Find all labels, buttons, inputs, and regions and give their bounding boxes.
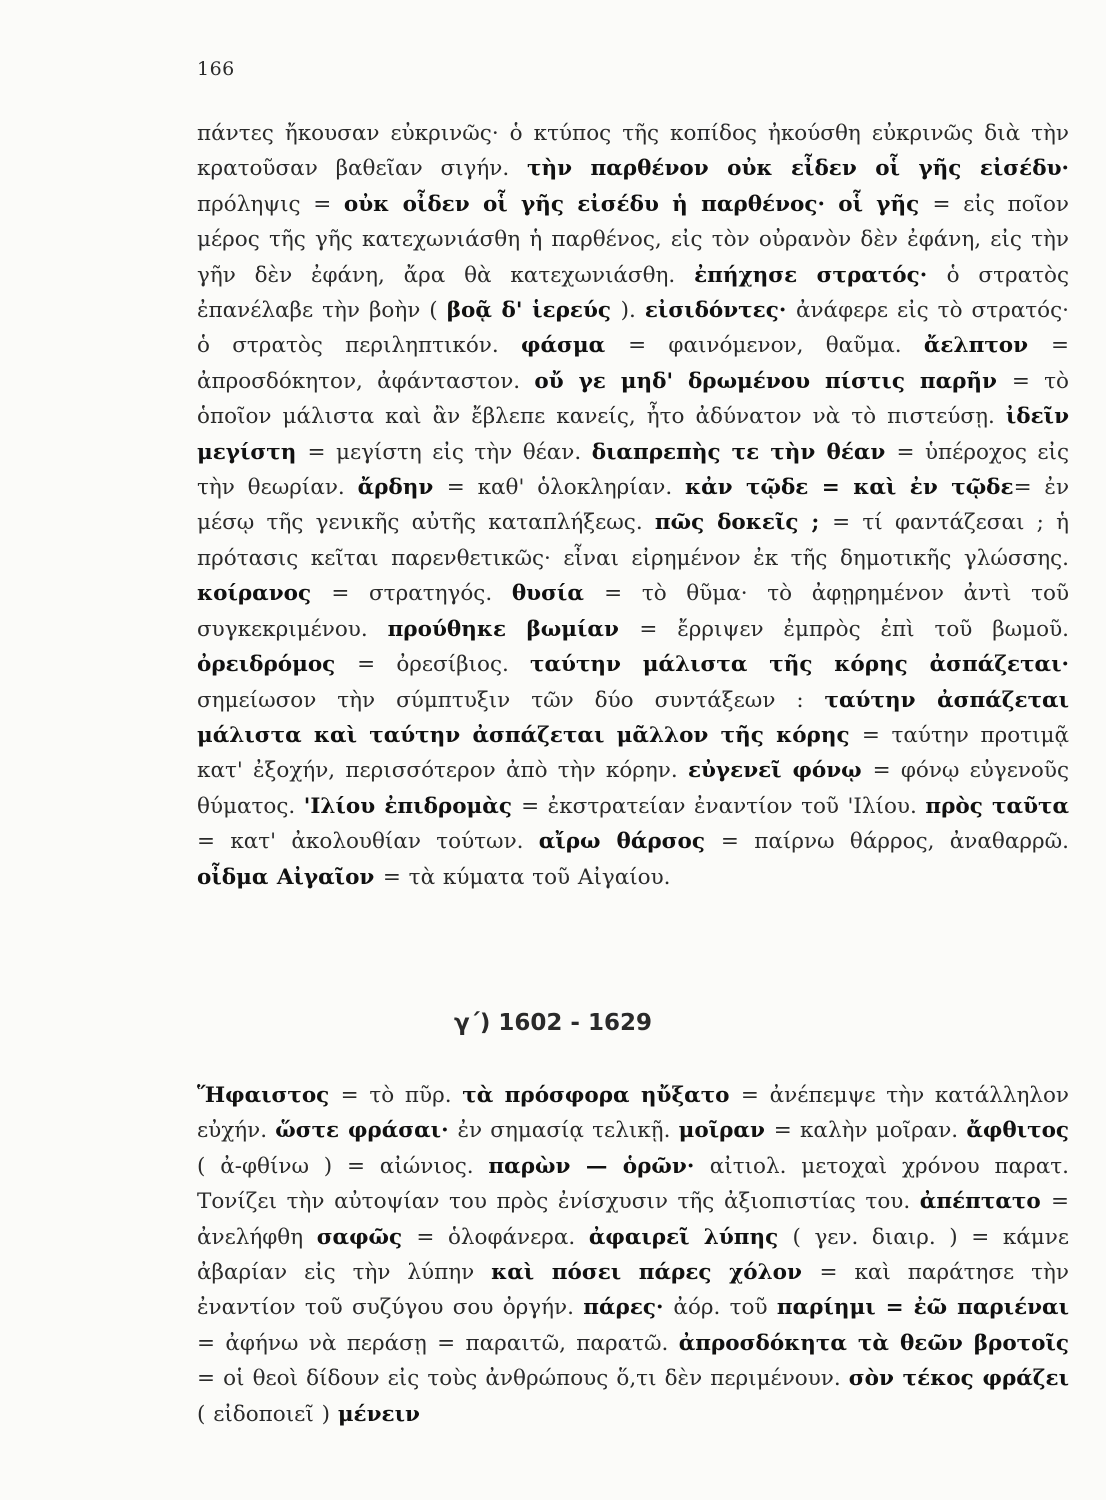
lemma-term: 'Ιλίου ἐπιδρομὰς bbox=[303, 793, 522, 819]
gloss-text: = ὀρεσίβιος. bbox=[357, 652, 531, 678]
gloss-text: = ὁλοφάνερα. bbox=[416, 1224, 589, 1250]
gloss-text: = φαινόμενον, θαῦμα. bbox=[628, 333, 924, 359]
gloss-text: = στρατηγός. bbox=[331, 581, 512, 607]
gloss-text: ( εἰδοποιεῖ ) bbox=[197, 1401, 338, 1427]
lemma-term: Ἥφαιστος bbox=[197, 1083, 341, 1108]
section-heading: γ΄) 1602 - 1629 bbox=[454, 1010, 652, 1036]
lemma-term: παρίημι = ἐῶ παριέναι bbox=[776, 1295, 1069, 1321]
gloss-text: = παίρνω θάρρος, ἀναθαρρῶ. bbox=[720, 829, 1069, 855]
lemma-term: φάσμα bbox=[521, 333, 629, 359]
gloss-text: = οἱ θεοὶ δίδουν εἰς τοὺς ἀνθρώπους ὅ,τι δὲν περιμένουν. bbox=[197, 1366, 849, 1392]
lemma-term: κἀν τῷδε = καὶ ἐν τῷδε bbox=[684, 475, 1014, 501]
gloss-text: ἐν σημασίᾳ τελικῇ. bbox=[457, 1118, 679, 1144]
gloss-text: = ἀνέπεμψε τὴν κατάλληλον εὐχήν. bbox=[197, 1083, 1069, 1144]
gloss-text: ἀόρ. τοῦ bbox=[673, 1295, 777, 1321]
lemma-term: ταύτην μάλιστα τῆς κόρης ἀσπάζεται· bbox=[530, 652, 1069, 678]
gloss-text: = ἀφήνω νὰ περάσῃ = παραιτῶ, παρατῶ. bbox=[197, 1330, 679, 1356]
gloss-text: = ἐν μέσῳ τῆς γενικῆς αὐτῆς καταπλήξεως. bbox=[197, 475, 1070, 536]
gloss-text: = μεγίστη εἰς τὴν θέαν. bbox=[307, 439, 592, 465]
gloss-text: = ταύτην προτιμᾷ κατ' ἐξοχήν, περισσότερον ἀπὸ τὴν κόρην. bbox=[197, 722, 1069, 784]
gloss-text: = εἰς ποῖον μέρος τῆς γῆς κατεχωνιάσθη ἡ παρθένος, εἰς τὸν οὐρανὸν δὲν ἐφάνη, εἰς τὴν γῆν δὲν ἐφάνη, ἄρα θὰ κατεχωνιάσθη. bbox=[197, 191, 1069, 288]
lemma-term: βοᾷ δ' ἱερεύς bbox=[446, 298, 621, 324]
gloss-text: = ὑπέροχος εἰς τὴν θεωρίαν. bbox=[197, 439, 1069, 501]
lemma-term: ταύτην ἀσπάζεται μάλιστα καὶ ταύτην ἀσπάζεται μᾶλλον τῆς κόρης bbox=[197, 687, 1069, 748]
lemma-term: πάρες· bbox=[583, 1295, 674, 1321]
gloss-text: πρόληψις = bbox=[197, 191, 344, 217]
gloss-text: = τὸ θῦμα· τὸ ἀφῃρημένον ἀντὶ τοῦ συγκεκριμένου. bbox=[197, 581, 1070, 642]
lemma-term: εἰσιδόντες· bbox=[644, 298, 796, 324]
lemma-term: οἶδμα Αἰγαῖον bbox=[197, 864, 383, 890]
gloss-text: = ἀνελήφθη bbox=[197, 1189, 1069, 1250]
gloss-text: = καθ' ὁλοκληρίαν. bbox=[446, 475, 685, 501]
lemma-term: ἀπροσδόκητα τὰ θεῶν βροτοῖς bbox=[678, 1330, 1069, 1356]
lemma-term: παρὼν — ὁρῶν· bbox=[488, 1153, 710, 1179]
page-number: 166 bbox=[197, 58, 235, 80]
gloss-text: = τὰ κύματα τοῦ Αἰγαίου. bbox=[382, 864, 671, 890]
lemma-term: κοίρανος bbox=[197, 581, 332, 607]
gloss-text: = τὸ πῦρ. bbox=[340, 1083, 463, 1108]
gloss-text: = φόνῳ εὐγενοῦς θύματος. bbox=[197, 758, 1069, 819]
lemma-term: αἴρω θάρσος bbox=[538, 829, 721, 855]
gloss-text: ὁ στρατὸς ἐπανέλαβε τὴν βοὴν ( bbox=[197, 262, 1070, 324]
lemma-term: τὴν παρθένον οὐκ εἶδεν οἷ γῆς εἰσέδυ· bbox=[527, 156, 1069, 182]
commentary-block-2 bbox=[197, 1078, 1069, 1432]
lemma-term: σὸν τέκος φράζει bbox=[848, 1366, 1069, 1392]
lemma-term: ἰδεῖν μεγίστη bbox=[197, 404, 1069, 465]
gloss-text: ( γεν. διαιρ. ) = κάμνε ἀβαρίαν εἰς τὴν λύπην bbox=[197, 1224, 1069, 1286]
lemma-term: οὔ γε μηδ' δρωμένου πίστις παρῆν bbox=[534, 368, 1012, 394]
lemma-term: ἐπήχησε στρατός· bbox=[694, 262, 947, 288]
lemma-term: καὶ πόσει πάρες χόλον bbox=[491, 1260, 820, 1286]
gloss-text: = ἐκστρατείαν ἐναντίον τοῦ 'Ιλίου. bbox=[521, 793, 926, 819]
lemma-term: πρὸς ταῦτα bbox=[925, 793, 1069, 819]
lemma-term: διαπρεπὴς τε τὴν θέαν bbox=[591, 439, 897, 465]
gloss-text: = ἀπροσδόκητον, ἀφάνταστον. bbox=[197, 333, 1069, 394]
lemma-term: οὐκ οἶδεν οἷ γῆς εἰσέδυ ἡ παρθένος· οἷ γῆς bbox=[343, 191, 933, 217]
gloss-text: ἀνάφερε εἰς τὸ στρατός· ὁ στρατὸς περιληπτικόν. bbox=[197, 298, 1069, 359]
lemma-term: μένειν bbox=[337, 1401, 420, 1427]
lemma-term: ὀρειδρόμος bbox=[197, 652, 358, 678]
lemma-term: ὥστε φράσαι· bbox=[275, 1118, 458, 1144]
lemma-term: μοῖραν bbox=[678, 1118, 774, 1144]
lemma-term: εὐγενεῖ φόνῳ bbox=[687, 758, 873, 784]
gloss-text: = τί φαντάζεσαι ; ἡ πρότασις κεῖται παρενθετικῶς· εἶναι εἰρημένον ἐκ τῆς δημοτικῆς γλώσσης. bbox=[197, 510, 1069, 571]
gloss-text: = ἔρριψεν ἐμπρὸς ἐπὶ τοῦ βωμοῦ. bbox=[639, 616, 1069, 642]
gloss-text: = τὸ ὁποῖον μάλιστα καὶ ἂν ἔβλεπε κανείς, ἦτο ἀδύνατον νὰ τὸ πιστεύσῃ. bbox=[197, 368, 1069, 430]
gloss-text: ( ἀ-φθίνω ) = αἰώνιος. bbox=[197, 1153, 489, 1179]
gloss-text: = κατ' ἀκολουθίαν τούτων. bbox=[197, 829, 539, 855]
lemma-term: σαφῶς bbox=[316, 1224, 417, 1250]
lemma-term: ἄρδην bbox=[357, 475, 447, 501]
gloss-text: πάντες ἤκουσαν εὐκρινῶς· ὁ κτύπος τῆς κοπίδος ἠκούσθη εὐκρινῶς διὰ τὴν κρατοῦσαν βαθεῖαν σιγήν. bbox=[197, 121, 1069, 182]
gloss-text: = καὶ παράτησε τὴν ἐναντίον τοῦ συζύγου σου ὀργήν. bbox=[197, 1260, 1069, 1321]
lemma-term: ἄφθιτος bbox=[966, 1118, 1070, 1144]
gloss-text: ). bbox=[620, 298, 645, 324]
lemma-term: θυσία bbox=[511, 581, 605, 607]
lemma-term: προύθηκε βωμίαν bbox=[387, 616, 640, 642]
commentary-block-1 bbox=[197, 116, 1069, 895]
lemma-term: ἀφαιρεῖ λύπης bbox=[588, 1224, 793, 1250]
gloss-text: αἰτιολ. μετοχαὶ χρόνου παρατ. Τονίζει τὴν αὐτοψίαν του πρὸς ἐνίσχυσιν τῆς ἀξιοπιστίας του. bbox=[197, 1153, 1070, 1215]
lemma-term: ἀπέπτατο bbox=[919, 1189, 1051, 1215]
lemma-term: ἄελπτον bbox=[923, 333, 1051, 359]
gloss-text: σημείωσον τὴν σύμπτυξιν τῶν δύο συντάξεων : bbox=[197, 687, 825, 713]
lemma-term: τὰ πρόσφορα ηὔξατο bbox=[462, 1083, 741, 1108]
gloss-text: = καλὴν μοῖραν. bbox=[773, 1118, 967, 1144]
lemma-term: πῶς δοκεῖς ; bbox=[654, 510, 833, 536]
